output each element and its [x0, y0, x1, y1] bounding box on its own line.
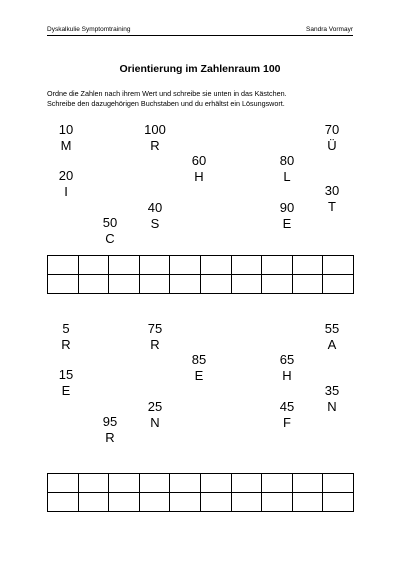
- number-card: [51, 168, 81, 200]
- answer-cell[interactable]: [48, 275, 79, 294]
- answer-cell[interactable]: [200, 256, 231, 275]
- answer-cell[interactable]: [109, 493, 140, 512]
- answer-cell[interactable]: [109, 275, 140, 294]
- number-card: [95, 414, 125, 446]
- letter-value: A: [327, 337, 337, 352]
- answer-cell[interactable]: [48, 493, 79, 512]
- answer-cell[interactable]: [139, 256, 170, 275]
- number-value: 5: [62, 321, 70, 336]
- number-value: 30: [324, 183, 340, 198]
- number-card: [272, 200, 302, 232]
- letter-value: R: [61, 337, 71, 352]
- answer-cell[interactable]: [292, 474, 323, 493]
- page-title: Orientierung im Zahlenraum 100: [119, 63, 281, 75]
- number-value: 45: [279, 399, 295, 414]
- instruction-line: Ordne die Zahlen nach ihrem Wert und schreibe sie unten in das Kästchen.: [47, 89, 287, 98]
- number-card: [51, 321, 81, 353]
- letter-value: R: [105, 430, 115, 445]
- letter-value: E: [61, 383, 71, 398]
- grid-row-numbers: [48, 256, 354, 275]
- number-value: 55: [324, 321, 340, 336]
- letter-value: F: [283, 415, 291, 430]
- number-value: 35: [324, 383, 340, 398]
- letter-value: S: [150, 216, 160, 231]
- number-value: 75: [147, 321, 163, 336]
- answer-cell[interactable]: [139, 275, 170, 294]
- answer-cell[interactable]: [262, 493, 293, 512]
- answer-cell[interactable]: [109, 474, 140, 493]
- number-card: [140, 321, 170, 353]
- number-value: 20: [58, 168, 74, 183]
- number-card: [184, 352, 214, 384]
- number-card: [95, 215, 125, 247]
- letter-value: N: [150, 415, 160, 430]
- number-card: [317, 122, 347, 154]
- number-value: 60: [191, 153, 207, 168]
- number-card: [51, 367, 81, 399]
- answer-cell[interactable]: [139, 493, 170, 512]
- number-card: [51, 122, 81, 154]
- answer-cell[interactable]: [200, 493, 231, 512]
- answer-cell[interactable]: [292, 256, 323, 275]
- answer-cell[interactable]: [262, 474, 293, 493]
- number-card: [184, 153, 214, 185]
- number-card: [272, 153, 302, 185]
- letter-value: H: [194, 169, 204, 184]
- answer-cell[interactable]: [262, 256, 293, 275]
- number-value: 100: [144, 122, 166, 137]
- number-value: 15: [58, 367, 74, 382]
- letter-value: C: [105, 231, 115, 246]
- answer-cell[interactable]: [262, 275, 293, 294]
- number-card: [272, 352, 302, 384]
- number-card: [272, 399, 302, 431]
- answer-cell[interactable]: [170, 256, 201, 275]
- number-value: 90: [279, 200, 295, 215]
- number-value: 40: [147, 200, 163, 215]
- number-value: 85: [191, 352, 207, 367]
- answer-cell[interactable]: [231, 474, 262, 493]
- answer-cell[interactable]: [78, 256, 109, 275]
- grid-row-letters: [48, 493, 354, 512]
- number-value: 50: [102, 215, 118, 230]
- letter-value: L: [283, 169, 291, 184]
- number-value: 10: [58, 122, 74, 137]
- number-value: 80: [279, 153, 295, 168]
- answer-cell[interactable]: [170, 474, 201, 493]
- number-card: [140, 200, 170, 232]
- number-value: 65: [279, 352, 295, 367]
- answer-cell[interactable]: [48, 474, 79, 493]
- letter-value: T: [328, 199, 336, 214]
- answer-cell[interactable]: [231, 493, 262, 512]
- answer-cell[interactable]: [323, 493, 354, 512]
- answer-cell[interactable]: [78, 474, 109, 493]
- answer-cell[interactable]: [48, 256, 79, 275]
- number-card: [140, 399, 170, 431]
- answer-cell[interactable]: [292, 275, 323, 294]
- answer-cell[interactable]: [200, 275, 231, 294]
- number-card: [317, 321, 347, 353]
- header-right-text: Sandra Vormayr: [306, 26, 353, 33]
- letter-value: Ü: [327, 138, 337, 153]
- number-value: 70: [324, 122, 340, 137]
- answer-cell[interactable]: [139, 474, 170, 493]
- answer-cell[interactable]: [231, 256, 262, 275]
- answer-cell[interactable]: [323, 275, 354, 294]
- number-card: [140, 122, 170, 154]
- letter-value: E: [282, 216, 292, 231]
- grid-row-numbers: [48, 474, 354, 493]
- instruction-line: Schreibe den dazugehörigen Buchstaben und du erhältst ein Lösungswort.: [47, 99, 285, 108]
- header-divider: [47, 35, 353, 36]
- answer-cell[interactable]: [292, 493, 323, 512]
- answer-cell[interactable]: [109, 256, 140, 275]
- number-card: [317, 183, 347, 215]
- number-value: 25: [147, 399, 163, 414]
- letter-value: H: [282, 368, 292, 383]
- grid-row-letters: [48, 275, 354, 294]
- answer-cell[interactable]: [170, 493, 201, 512]
- answer-cell[interactable]: [78, 493, 109, 512]
- letter-value: R: [150, 138, 160, 153]
- answer-cell[interactable]: [200, 474, 231, 493]
- letter-value: R: [150, 337, 160, 352]
- letter-value: I: [64, 184, 68, 199]
- answer-grid: [47, 255, 354, 294]
- answer-cell[interactable]: [78, 275, 109, 294]
- answer-grid: [47, 473, 354, 512]
- letter-value: E: [194, 368, 204, 383]
- answer-cell[interactable]: [170, 275, 201, 294]
- answer-cell[interactable]: [323, 256, 354, 275]
- number-value: 95: [102, 414, 118, 429]
- answer-cell[interactable]: [323, 474, 354, 493]
- number-card: [317, 383, 347, 415]
- header-left-text: Dyskalkulie Symptomtraining: [47, 26, 131, 33]
- instructions: [47, 89, 367, 109]
- letter-value: N: [327, 399, 337, 414]
- answer-cell[interactable]: [231, 275, 262, 294]
- letter-value: M: [60, 138, 72, 153]
